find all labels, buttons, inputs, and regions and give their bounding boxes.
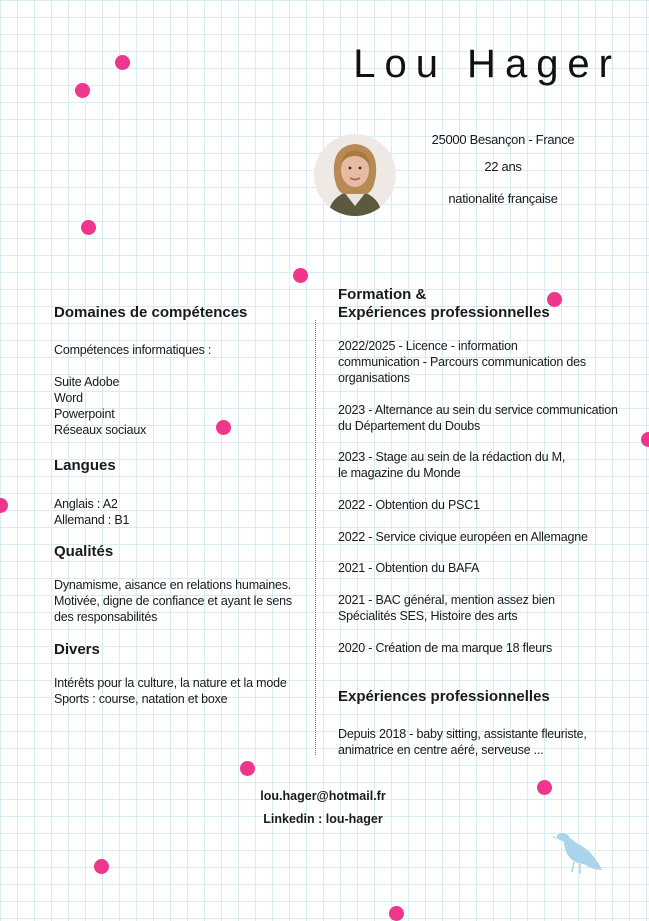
languages-list [54, 496, 129, 528]
education-item [338, 640, 552, 656]
language-item: Allemand : B1 [54, 513, 130, 527]
skill-item: Word [54, 391, 83, 405]
misc-item: Sports : course, natation et boxe [54, 692, 228, 706]
decor-dot [75, 83, 90, 98]
item-line: 2021 - BAC général, mention assez bien [338, 593, 555, 607]
experience-heading: Expériences professionnelles [338, 688, 550, 705]
education-item [338, 560, 479, 576]
languages-heading: Langues [54, 457, 116, 474]
location: 25000 Besançon - France [431, 132, 575, 147]
item-line: 2023 - Stage au sein de la rédaction du M, [338, 450, 566, 464]
email-link[interactable]: lou.hager@hotmail.fr [260, 789, 386, 803]
column-divider [315, 320, 316, 755]
language-item: Anglais : A2 [54, 497, 118, 511]
education-heading-line: Formation & [338, 286, 427, 303]
skill-item: Réseaux sociaux [54, 423, 147, 437]
misc-item: Intérêts pour la culture, la nature et la mode [54, 676, 287, 690]
decor-dot [94, 859, 109, 874]
skills-list [54, 374, 146, 438]
decor-dot [641, 432, 649, 447]
decor-dot [216, 420, 231, 435]
item-line: communication - Parcours communication des [338, 355, 586, 369]
decor-dot [115, 55, 130, 70]
skill-item: Powerpoint [54, 407, 115, 421]
experience-text [338, 726, 587, 758]
portrait-photo [314, 134, 396, 216]
education-item [338, 449, 565, 481]
item-line: 2023 - Alternance au sein du service communication [338, 403, 618, 417]
item-line: le magazine du Monde [338, 466, 461, 480]
skills-heading: Domaines de compétences [54, 304, 248, 321]
person-name: Lou Hager [353, 42, 621, 86]
skill-item: Suite Adobe [54, 375, 120, 389]
decor-dot [537, 780, 552, 795]
decor-dot [0, 498, 8, 513]
education-item [338, 529, 588, 545]
bird-icon [552, 830, 606, 878]
item-line: du Département du Doubs [338, 419, 481, 433]
decor-dot [293, 268, 308, 283]
decor-dot [240, 761, 255, 776]
item-line: 2020 - Création de ma marque 18 fleurs [338, 641, 553, 655]
item-line: Spécialités SES, Histoire des arts [338, 609, 518, 623]
education-heading [338, 286, 550, 322]
decor-dot [81, 220, 96, 235]
linkedin-link[interactable]: Linkedin : lou-hager [263, 812, 383, 826]
item-line: organisations [338, 371, 410, 385]
decor-dot [389, 906, 404, 921]
misc-list [54, 675, 287, 707]
item-line: animatrice en centre aéré, serveuse ... [338, 743, 544, 757]
item-line: 2022 - Service civique européen en Allemagne [338, 530, 588, 544]
education-item [338, 402, 618, 434]
item-line: 2021 - Obtention du BAFA [338, 561, 480, 575]
misc-heading: Divers [54, 641, 100, 658]
education-item [338, 592, 555, 624]
qualities-text: Dynamisme, aisance en relations humaines. Motivée, digne de confiance et ayant le sens des responsabilités [54, 578, 292, 624]
skills-intro: Compétences informatiques : [54, 343, 212, 357]
education-heading-line: Expériences professionnelles [338, 304, 550, 321]
age: 22 ans [484, 159, 522, 174]
education-item [338, 497, 480, 513]
nationality: nationalité française [448, 191, 558, 206]
item-line: Depuis 2018 - baby sitting, assistante fleuriste, [338, 727, 587, 741]
item-line: 2022/2025 - Licence - information [338, 339, 518, 353]
education-item [338, 338, 586, 386]
item-line: 2022 - Obtention du PSC1 [338, 498, 480, 512]
qualities-heading: Qualités [54, 543, 114, 560]
